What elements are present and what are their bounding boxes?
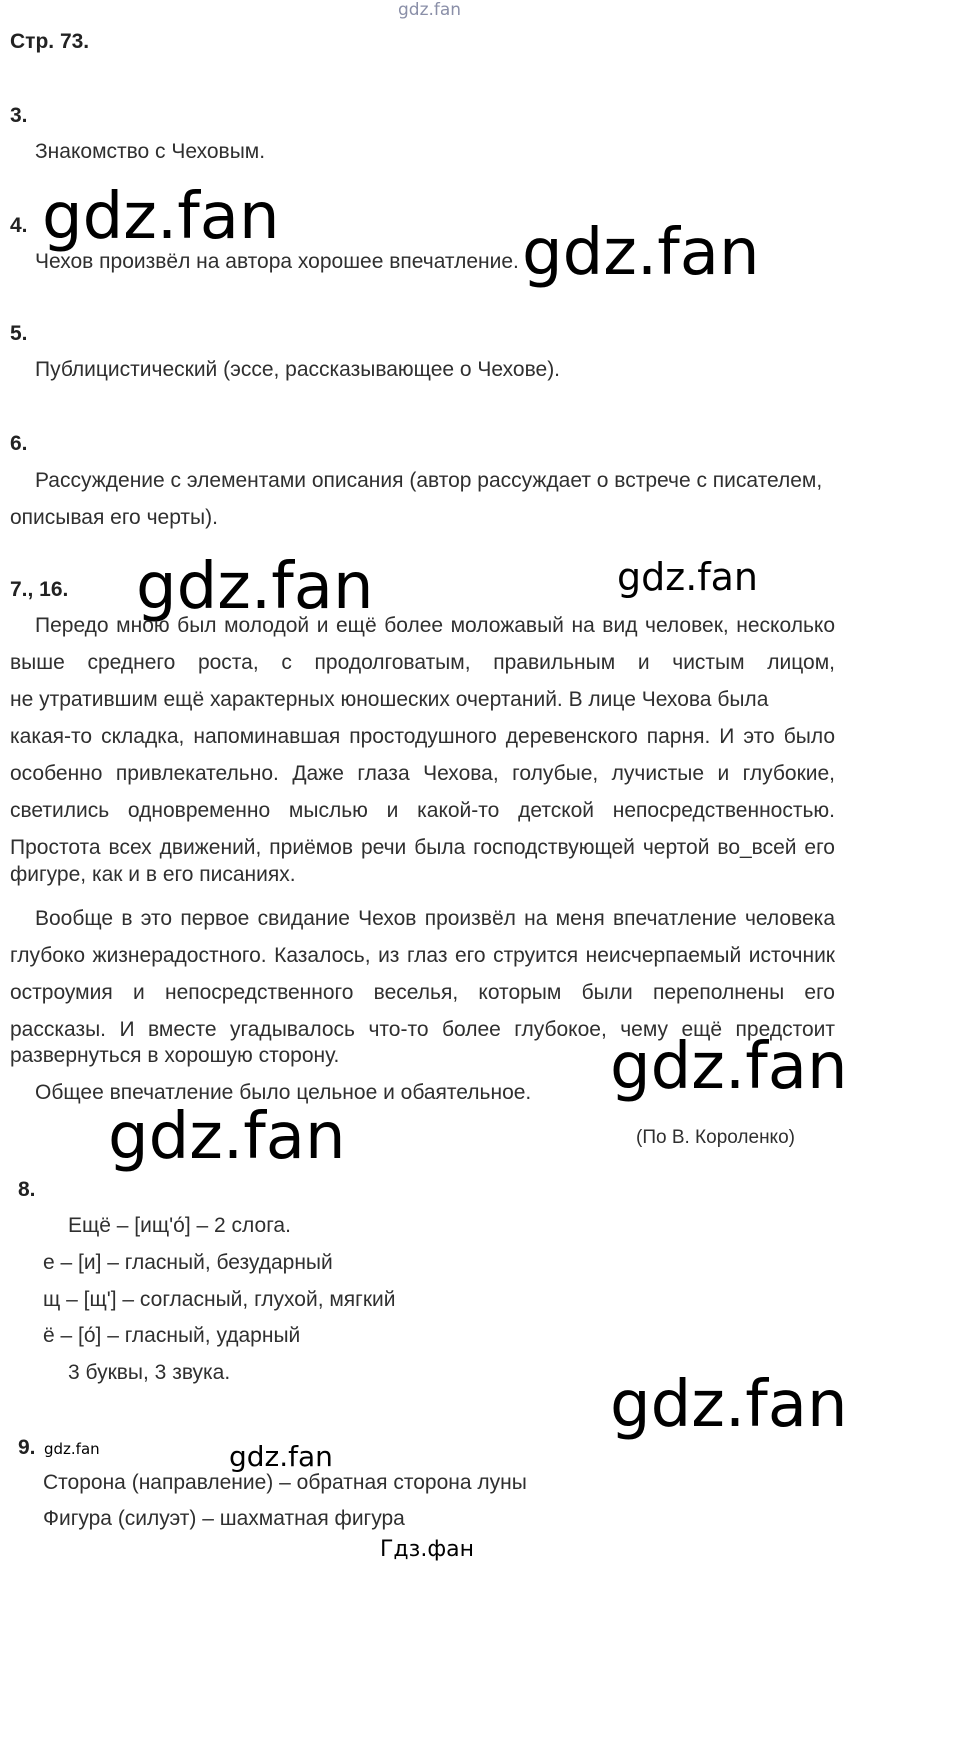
text-line: Передо мною был молодой и ещё более моложавый на вид человек, несколько	[35, 614, 835, 637]
phonetic-line: 3 буквы, 3 звука.	[68, 1361, 231, 1384]
question-7-number: 7., 16.	[10, 578, 69, 601]
question-3-number: 3.	[10, 104, 28, 127]
text-source: (По В. Короленко)	[636, 1127, 795, 1148]
text-line: рассказы. И вместе угадывалось что-то более глубокое, чему ещё предстоит	[10, 1018, 835, 1041]
watermark: gdz.fan	[617, 555, 759, 599]
question-3-answer: Знакомство с Чеховым.	[35, 140, 266, 163]
text-line: Простота всех движений, приёмов речи была господствующей чертой во_всей его	[10, 836, 835, 859]
phonetic-line: ё – [о́] – гласный, ударный	[43, 1324, 301, 1347]
watermark: gdz.fan	[42, 180, 280, 254]
question-5-number: 5.	[10, 322, 28, 345]
watermark-top: gdz.fan	[398, 0, 462, 20]
question-8-number: 8.	[18, 1178, 36, 1201]
text-line: выше среднего роста, с продолговатым, правильным и чистым лицом,	[10, 651, 835, 674]
text-line: какая-то складка, напоминавшая простодушного деревенского парня. И это было	[10, 725, 835, 748]
text-line: развернуться в хорошую сторону.	[10, 1044, 340, 1067]
watermark: gdz.fan	[136, 550, 374, 624]
word-meaning-line: Сторона (направление) – обратная сторона луны	[43, 1471, 527, 1494]
text-line: светились одновременно мыслью и какой-то детской непосредственностью.	[10, 799, 835, 822]
question-6-number: 6.	[10, 432, 28, 455]
watermark: gdz.fan	[522, 216, 760, 290]
text-line: Общее впечатление было цельное и обаятельное.	[35, 1081, 532, 1104]
phonetic-line: Ещё – [ищ'о́] – 2 слога.	[68, 1214, 291, 1237]
phonetic-line: е – [и] – гласный, безударный	[43, 1251, 333, 1274]
watermark: gdz.fan	[610, 1030, 848, 1104]
question-6-answer-line: описывая его черты).	[10, 506, 218, 529]
watermark-small: gdz.fan	[44, 1440, 100, 1458]
question-5-answer: Публицистический (эссе, рассказывающее о Чехове).	[35, 358, 561, 381]
text-line: Вообще в это первое свидание Чехов произвёл на меня впечатление человека	[35, 907, 835, 930]
text-line: глубоко жизнерадостного. Казалось, из глаз его струится неисчерпаемый источник	[10, 944, 835, 967]
watermark: gdz.fan	[108, 1100, 346, 1174]
question-6-answer-line: Рассуждение с элементами описания (автор рассуждает о встрече с писателем,	[35, 469, 823, 492]
text-line: остроумия и непосредственного веселья, которым были переполнены его	[10, 981, 835, 1004]
question-4-number: 4.	[10, 214, 28, 237]
word-meaning-line: Фигура (силуэт) – шахматная фигура	[43, 1507, 405, 1530]
text-line: особенно привлекательно. Даже глаза Чехова, голубые, лучистые и глубокие,	[10, 762, 835, 785]
phonetic-line: щ – [щ'] – согласный, глухой, мягкий	[43, 1288, 396, 1311]
text-line: фигуре, как и в его писаниях.	[10, 863, 296, 886]
watermark: gdz.fan	[229, 1440, 333, 1473]
watermark-footer: Гдз.фан	[380, 1537, 474, 1562]
question-9-number: 9.	[18, 1436, 36, 1459]
page-title: Стр. 73.	[10, 30, 90, 53]
text-line: не утратившим ещё характерных юношеских очертаний. В лице Чехова была	[10, 688, 769, 711]
question-4-answer: Чехов произвёл на автора хорошее впечатление.	[35, 250, 519, 273]
watermark: gdz.fan	[610, 1368, 848, 1442]
